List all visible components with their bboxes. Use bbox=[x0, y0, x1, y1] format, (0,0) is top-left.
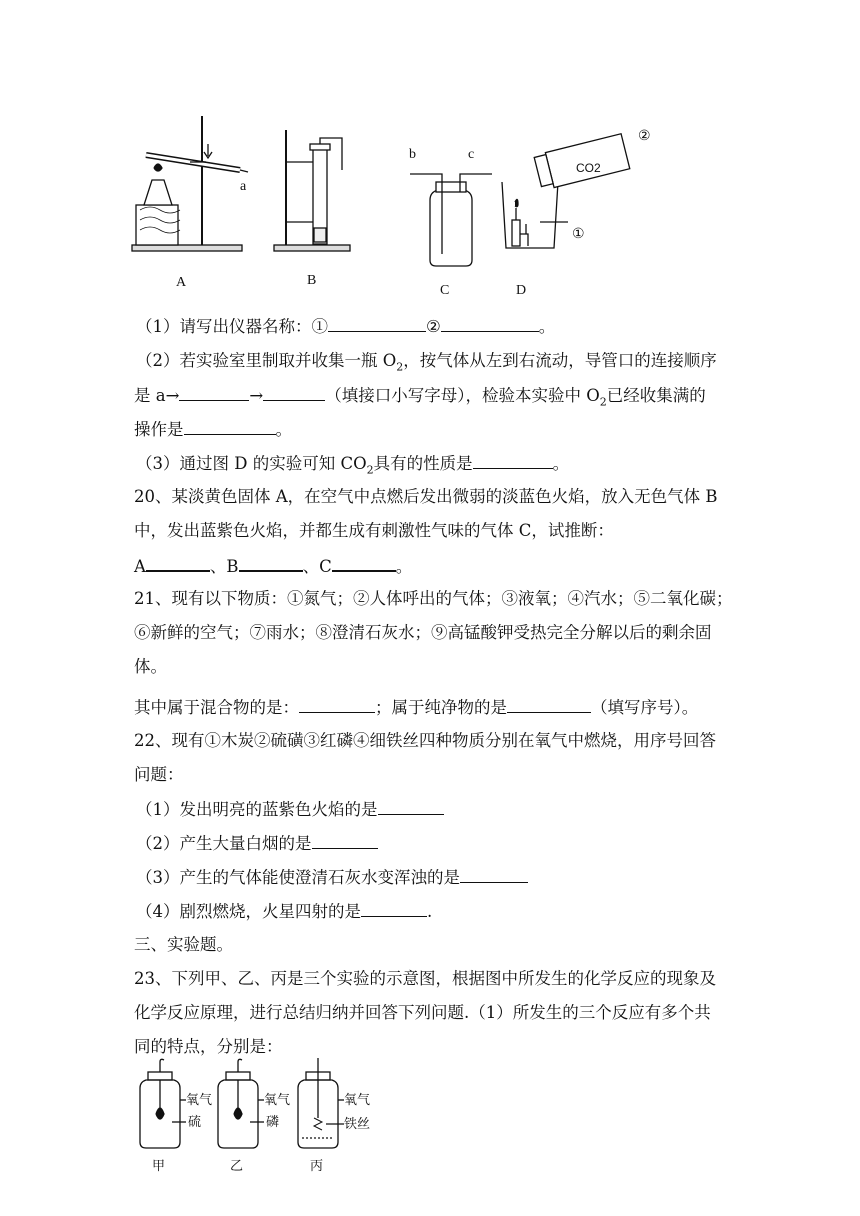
jar-jia-oxygen-label: 氧气 bbox=[186, 1093, 213, 1108]
blank-instrument-2[interactable] bbox=[441, 315, 539, 332]
apparatus-a-port-label: a bbox=[240, 179, 247, 194]
jar-yi bbox=[218, 1059, 264, 1148]
q19-part3: （3）通过图 D 的实验可知 $CO_2$具有的性质是 。 bbox=[136, 454, 570, 477]
q21-line1: 21、现有以下物质：①氮气；②人体呼出的气体；③液氧；④汽水；⑤二氧化碳； bbox=[134, 589, 733, 608]
blank-a[interactable] bbox=[146, 554, 210, 572]
co2-label: CO2 bbox=[576, 161, 601, 175]
q21-line3: 体。 bbox=[134, 657, 167, 676]
jar-jia bbox=[140, 1059, 186, 1148]
blank-b[interactable] bbox=[239, 554, 303, 572]
jar-bing-oxygen-label: 氧气 bbox=[344, 1093, 371, 1108]
q19-part1: （1）请写出仪器名称：① ② 。 bbox=[136, 317, 556, 336]
jar-jia-label: 甲 bbox=[152, 1159, 166, 1174]
q22-sub1: （1）发出明亮的蓝紫色火焰的是 bbox=[136, 798, 444, 821]
blank-q22-4[interactable] bbox=[361, 900, 427, 917]
q23-line1: 23、下列甲、乙、丙是三个实验的示意图，根据图中所发生的化学反应的现象及 bbox=[134, 969, 716, 988]
jar-yi-phosphorus-label: 磷 bbox=[266, 1115, 280, 1130]
apparatus-c bbox=[410, 174, 492, 266]
q23-line3: 同的特点，分别是： bbox=[134, 1037, 283, 1056]
section-3-title: 三、实验题。 bbox=[134, 935, 233, 954]
blank-c[interactable] bbox=[332, 554, 396, 572]
apparatus-d-label: D bbox=[516, 283, 527, 298]
blank-q22-1[interactable] bbox=[378, 798, 444, 815]
jar-bing-iron-label: 铁丝 bbox=[344, 1117, 371, 1132]
combustion-figure bbox=[130, 1058, 390, 1178]
q22-line2: 问题： bbox=[134, 765, 184, 784]
jar-bing bbox=[298, 1058, 344, 1148]
blank-pure[interactable] bbox=[507, 696, 591, 713]
jar-yi-oxygen-label: 氧气 bbox=[264, 1093, 291, 1108]
blank-check-full[interactable] bbox=[184, 418, 276, 435]
q21-line4: 其中属于混合物的是： ；属于纯净物的是 （填写序号）。 bbox=[134, 698, 699, 717]
blank-connection-2[interactable] bbox=[263, 384, 325, 401]
blank-mixtures[interactable] bbox=[299, 696, 375, 713]
jar-jia-sulfur-label: 硫 bbox=[188, 1115, 202, 1130]
q23-line2: 化学反应原理，进行总结归纳并回答下列问题.（1）所发生的三个反应有多个共 bbox=[134, 1003, 711, 1022]
blank-connection-1[interactable] bbox=[179, 384, 249, 401]
apparatus-c-label: C bbox=[440, 283, 450, 298]
apparatus-c-port-c-label: c bbox=[468, 147, 475, 162]
q22-sub3: （3）产生的气体能使澄清石灰水变浑浊的是 bbox=[136, 866, 528, 889]
apparatus-a-label: A bbox=[176, 275, 187, 290]
blank-instrument-1[interactable] bbox=[328, 315, 426, 332]
apparatus-b bbox=[274, 130, 350, 251]
q20-line2: 中，发出蓝紫色火焰，并都生成有刺激性气味的气体 C，试推断： bbox=[134, 521, 614, 540]
marker-1: ① bbox=[572, 227, 585, 242]
q19-part2-line3: 操作是 。 bbox=[134, 420, 292, 439]
blank-q22-3[interactable] bbox=[460, 866, 528, 883]
blank-co2-property[interactable] bbox=[473, 452, 553, 469]
apparatus-a bbox=[132, 116, 248, 251]
apparatus-figure bbox=[130, 110, 690, 300]
q21-line2: ⑥新鲜的空气；⑦雨水；⑧澄清石灰水；⑨高锰酸钾受热完全分解以后的剩余固 bbox=[134, 623, 712, 642]
jar-bing-label: 丙 bbox=[310, 1159, 324, 1174]
q20-line3: A 、B 、C 。 bbox=[134, 554, 412, 578]
blank-q22-2[interactable] bbox=[312, 832, 378, 849]
q22-sub2: （2）产生大量白烟的是 bbox=[136, 832, 378, 855]
jar-yi-label: 乙 bbox=[230, 1159, 244, 1174]
apparatus-c-port-b-label: b bbox=[409, 147, 416, 162]
apparatus-d bbox=[502, 134, 630, 248]
q22-line1: 22、现有①木炭②硫磺③红磷④细铁丝四种物质分别在氧气中燃烧，用序号回答 bbox=[134, 731, 716, 750]
q22-sub4: （4）剧烈燃烧，火星四射的是 . bbox=[136, 902, 433, 921]
q20-line1: 20、某淡黄色固体 A，在空气中点燃后发出微弱的淡蓝色火焰，放入无色气体 B bbox=[134, 487, 718, 506]
marker-2: ② bbox=[638, 129, 651, 144]
q19-part2-line2: 是 a→ → （填接口小写字母），检验本实验中 $O_2$已经收集满的 bbox=[134, 386, 706, 409]
apparatus-b-label: B bbox=[307, 273, 317, 288]
q19-part2-line1: （2）若实验室里制取并收集一瓶 $O_2$，按气体从左到右流动，导管口的连接顺序 bbox=[136, 351, 717, 374]
